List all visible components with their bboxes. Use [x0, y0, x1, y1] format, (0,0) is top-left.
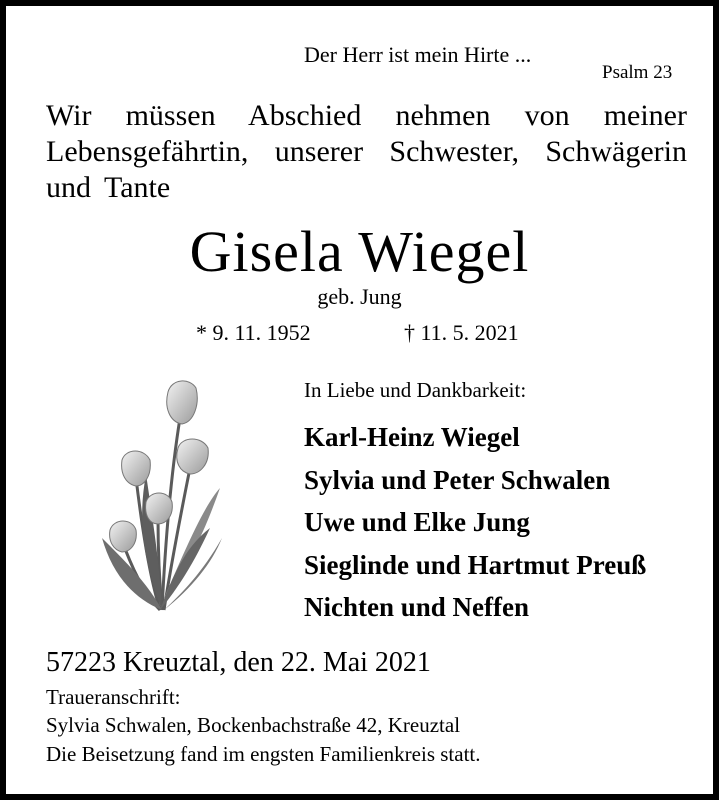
- tulips-icon: [102, 378, 232, 618]
- mourner-name: Sieglinde und Hartmut Preuß: [304, 549, 647, 580]
- intro-text: Wir müssen Abschied nehmen von meiner Lebensgefährtin, unserer Schwester, Schwägerin und Tante: [46, 99, 687, 204]
- mourning-address-label: Traueranschrift:: [46, 685, 181, 709]
- mourning-address: Sylvia Schwalen, Bockenbachstraße 42, Kreuztal: [46, 713, 461, 737]
- birth-date: * 9. 11. 1952: [196, 320, 311, 345]
- dedication-line: In Liebe und Dankbarkeit:: [304, 378, 527, 402]
- funeral-note: Die Beisetzung fand im engsten Familienkreis statt.: [46, 742, 481, 766]
- mourner-name: Nichten und Neffen: [304, 592, 530, 622]
- mourners-list: [304, 416, 646, 629]
- death-date: † 11. 5. 2021: [404, 320, 519, 345]
- mourner-name: Karl-Heinz Wiegel: [304, 422, 520, 452]
- place-date: 57223 Kreuztal, den 22. Mai 2021: [46, 647, 431, 678]
- mourner-name: Uwe und Elke Jung: [304, 507, 530, 537]
- bible-quote: Der Herr ist mein Hirte ...: [304, 42, 532, 67]
- psalm-reference: Psalm 23: [602, 62, 673, 83]
- mourner-name: Sylvia und Peter Schwalen: [304, 464, 611, 495]
- deceased-name: Gisela Wiegel: [189, 219, 530, 284]
- maiden-name: geb. Jung: [317, 284, 402, 309]
